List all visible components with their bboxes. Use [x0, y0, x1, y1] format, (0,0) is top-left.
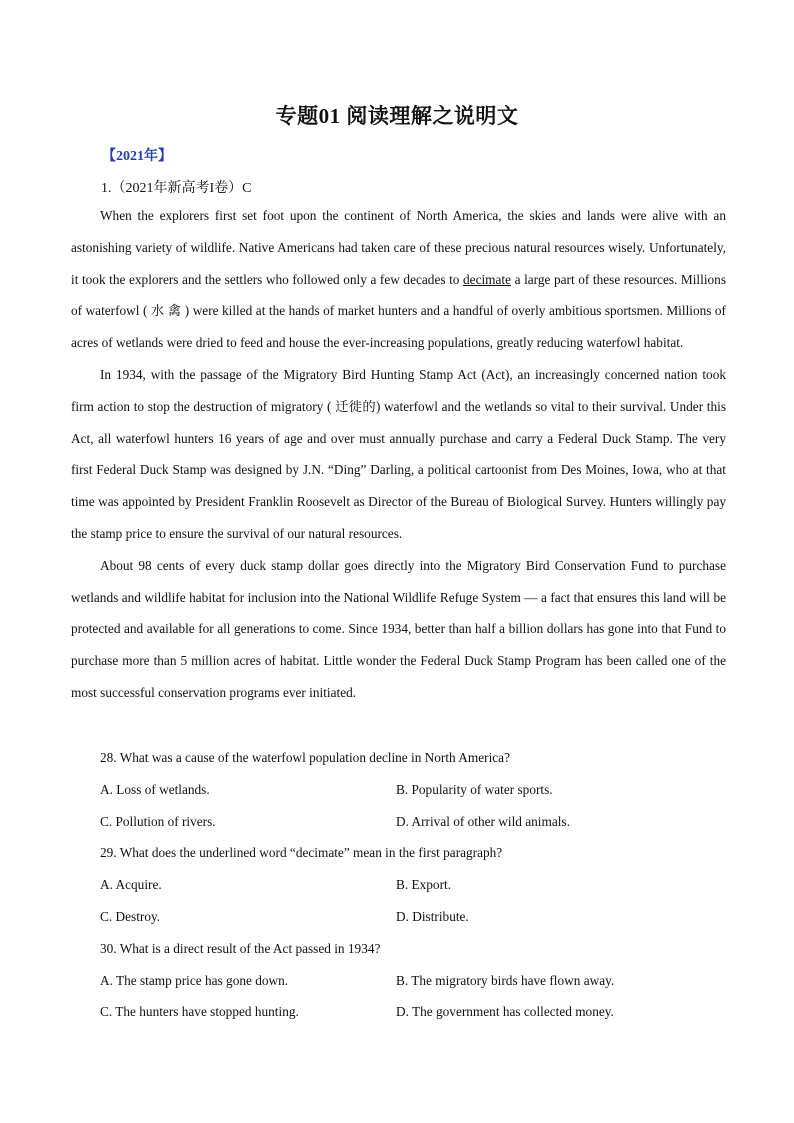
passage-paragraph-2: In 1934, with the passage of the Migratory Bird Hunting Stamp Act (Act), an increasingly concerned nation took firm action to stop the destruction of migratory ( 迁徙的) waterfowl and the wetlands so vital to their survival. Under this Act, all waterfowl hunters 16 years of age and over must annually purchase and carry a Federal Duck Stamp. The very first Federal Duck Stamp was designed by J.N. “Ding” Darling, a political cartoonist from Des Moines, Iowa, who at that time was appointed by President Franklin Roosevelt as Director of the Bureau of Biological Survey. Hunters willingly pay the stamp price to ensure the survival of our natural resources. — [71, 366, 726, 541]
passage-paragraph-1 — [71, 200, 726, 359]
question-30-option-d: D. The government has collected money. — [396, 1004, 614, 1019]
question-30-option-a: A. The stamp price has gone down. — [100, 973, 289, 988]
question-30-option-c: C. The hunters have stopped hunting. — [100, 1004, 299, 1019]
year-tag: 【2021年】 — [102, 149, 172, 164]
question-30-stem: 30. What is a direct result of the Act passed in 1934? — [100, 941, 381, 956]
passage-paragraph-3: About 98 cents of every duck stamp dollar goes directly into the Migratory Bird Conservation Fund to purchase wetlands and wildlife habitat for inclusion into the National Wildlife Refuge System — a fact that ensures this land will be protected and available for all generations to come. Since 1934, better than half a billion dollars has gone into that Fund to purchase more than 5 million acres of habitat. Little wonder the Federal Duck Stamp Program has been called one of the most successful conservation programs ever initiated. — [71, 557, 726, 700]
question-29-option-d: D. Distribute. — [396, 909, 469, 924]
question-29-stem: 29. What does the underlined word “decimate” mean in the first paragraph? — [100, 845, 503, 860]
page-title: 专题01 阅读理解之说明文 — [275, 104, 519, 128]
question-28-option-b: B. Popularity of water sports. — [396, 782, 553, 797]
question-28-option-a: A. Loss of wetlands. — [100, 782, 210, 797]
underlined-word: decimate — [463, 271, 512, 287]
question-29-option-a: A. Acquire. — [100, 877, 162, 892]
question-header: 1.（2021年新高考I卷）C — [101, 181, 252, 196]
question-30-option-b: B. The migratory birds have flown away. — [396, 973, 615, 988]
paragraph-1-text-a: When the explorers first set foot upon the continent of North America, the skies and lands were alive with an astonishing variety of wildlife. Native Americans had taken care of these precious natural resources wisely. Unfortunately, it took the explorers and the settlers who followed only a few decades to — [71, 208, 726, 287]
question-28-option-c: C. Pollution of rivers. — [100, 814, 216, 829]
question-29-option-b: B. Export. — [396, 877, 452, 892]
paragraph-1-text-b: a large part of these resources. Millions of waterfowl ( 水 禽 ) were killed at the hands of market hunters and a handful of overly ambitious sportsmen. Millions of acres of wetlands were dried to feed and house the ever-increasing populations, greatly reducing waterfowl habitat. — [71, 271, 726, 351]
question-29-option-c: C. Destroy. — [100, 909, 161, 924]
reading-passage — [71, 200, 726, 709]
question-28-stem: 28. What was a cause of the waterfowl population decline in North America? — [100, 750, 510, 765]
question-28-option-d: D. Arrival of other wild animals. — [396, 814, 570, 829]
